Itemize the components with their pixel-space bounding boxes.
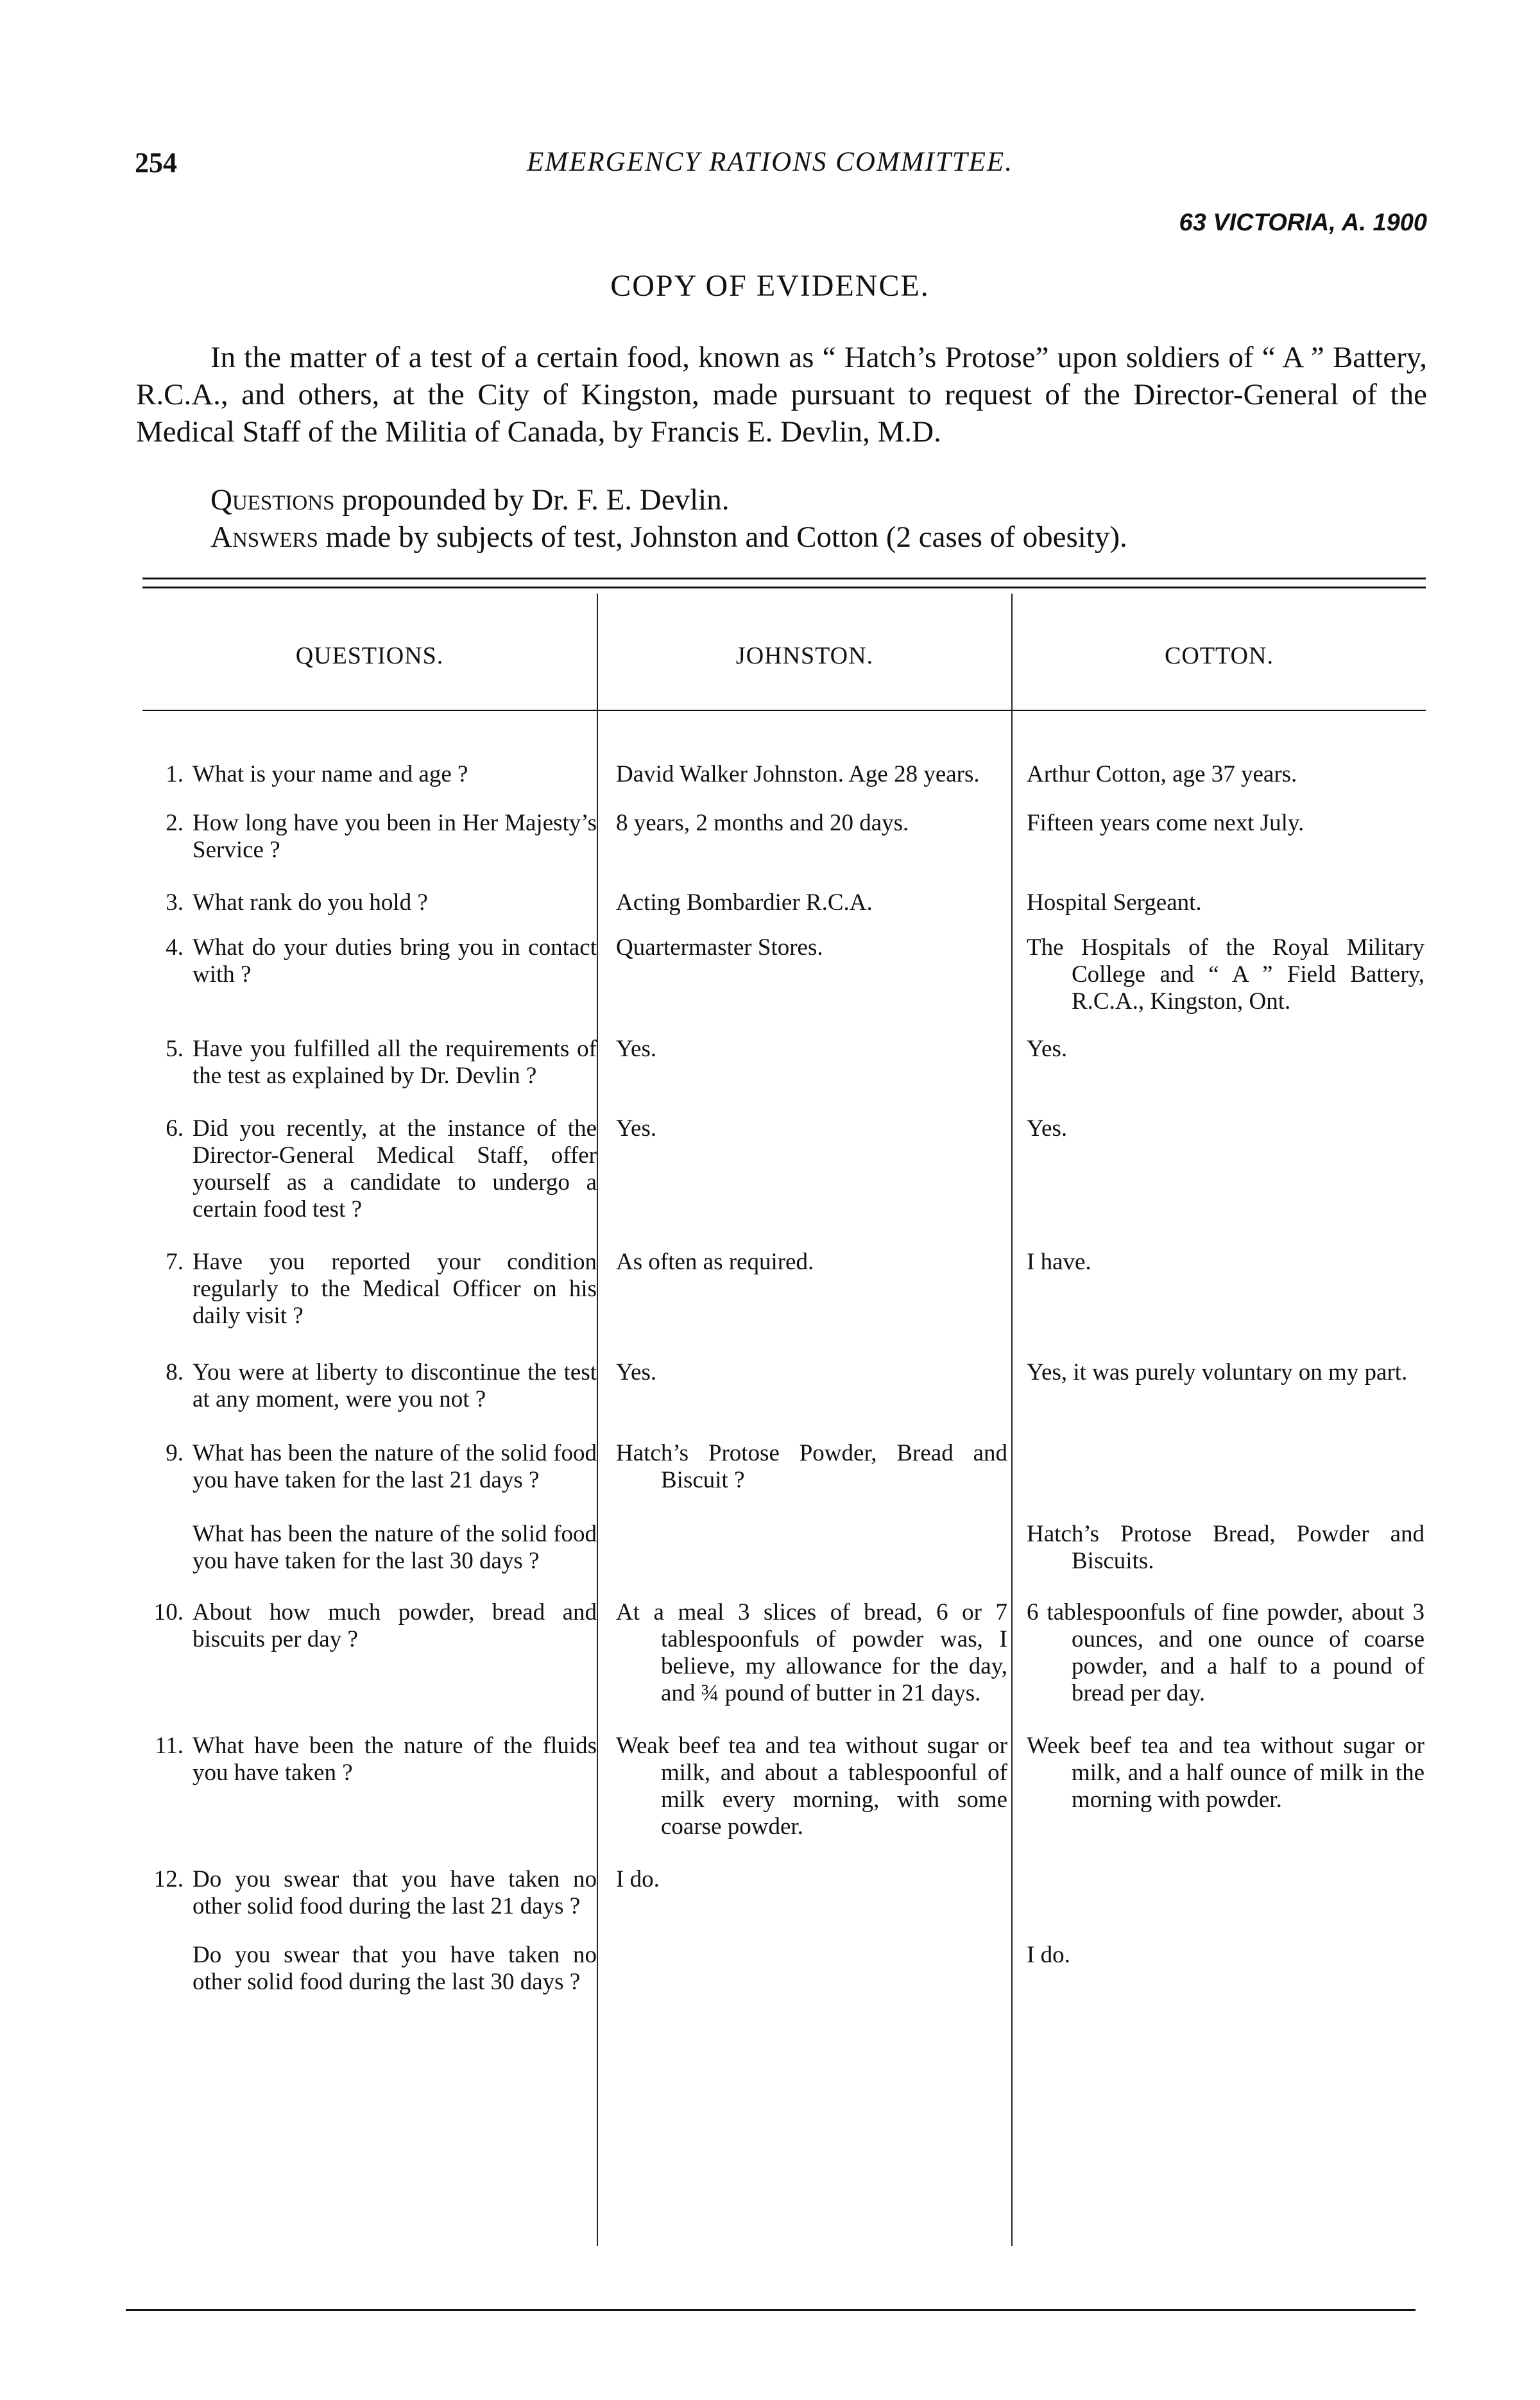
question-number: 8. — [166, 1359, 184, 1385]
question-number: 9. — [166, 1440, 184, 1466]
johnston-answer-cell — [603, 1036, 1014, 1090]
question-number: 4. — [166, 934, 184, 961]
table-row — [135, 1249, 1431, 1330]
cotton-answer-cell — [1014, 1866, 1431, 1920]
cotton-answer: Fifteen years come next July. — [1027, 810, 1305, 836]
cotton-answer: Arthur Cotton, age 37 years. — [1027, 761, 1297, 787]
cotton-answer: Yes. — [1027, 1036, 1068, 1062]
cotton-answer-cell — [1014, 1115, 1431, 1223]
table-row — [135, 761, 1431, 788]
johnston-answer: Acting Bombardier R.C.A. — [616, 889, 873, 916]
cotton-answer: Hospital Sergeant. — [1027, 889, 1202, 916]
cotton-answer: 6 tablespoonfuls of fine powder, about 3 ounces, and one ounce of coarse powder, and a half to a pound of bread per day. — [1027, 1599, 1425, 1706]
johnston-answer-cell — [603, 1440, 1014, 1494]
johnston-answer: Yes. — [616, 1036, 657, 1062]
table-row — [135, 1733, 1431, 1840]
johnston-answer-cell — [603, 889, 1014, 916]
table-row — [135, 1036, 1431, 1090]
question-cell — [135, 1115, 603, 1223]
cotton-answer-cell — [1014, 1440, 1431, 1494]
question-number: 7. — [166, 1249, 184, 1275]
table-row — [135, 1115, 1431, 1223]
cotton-answer-cell — [1014, 934, 1431, 1015]
cotton-answer: Week beef tea and tea without sugar or milk, and a half ounce of milk in the morning with powder. — [1027, 1733, 1425, 1813]
table-row — [135, 934, 1431, 1015]
question-number: 10. — [153, 1599, 184, 1625]
johnston-answer-cell — [603, 934, 1014, 1015]
cotton-answer: I do. — [1027, 1942, 1070, 1968]
johnston-answer-cell — [603, 1866, 1014, 1920]
johnston-answer-cell — [603, 1521, 1014, 1575]
question-cell — [135, 1440, 603, 1494]
intro-paragraph: In the matter of a test of a certain food, known as “ Hatch’s Protose” upon soldiers of “ A ” Battery, R.C.A., and others, at the City of Kingston, made pursuant to request of the Director-General of the Medical Staff of the Militia of Canada, by Francis E. Devlin, M.D. — [136, 341, 1427, 449]
question-text: What has been the nature of the solid food you have taken for the last 30 days ? — [193, 1521, 597, 1574]
johnston-answer: I do. — [616, 1866, 660, 1892]
question-number — [135, 1942, 193, 1996]
question-cell — [135, 889, 603, 916]
cotton-answer: Yes. — [1027, 1115, 1068, 1142]
johnston-answer-cell — [603, 1359, 1014, 1413]
cotton-answer-cell — [1014, 1521, 1431, 1575]
cotton-answer: I have. — [1027, 1249, 1091, 1275]
question-text: How long have you been in Her Majesty’s Service ? — [193, 810, 597, 863]
cotton-answer: Hatch’s Protose Bread, Powder and Biscuits. — [1027, 1521, 1425, 1574]
question-text: What has been the nature of the solid food you have taken for the last 21 days ? — [193, 1440, 597, 1493]
questions-note — [210, 483, 729, 517]
table-row — [135, 1599, 1431, 1707]
header-divider — [142, 710, 1426, 711]
johnston-answer-cell — [603, 761, 1014, 788]
column-header-questions: QUESTIONS. — [295, 642, 444, 669]
johnston-answer: Hatch’s Protose Powder, Bread and Biscuit ? — [616, 1440, 1007, 1493]
column-header-cotton: COTTON. — [1165, 642, 1274, 669]
answers-note — [210, 520, 1127, 554]
question-text: What have been the nature of the fluids you have taken ? — [193, 1733, 597, 1786]
session-label: 63 VICTORIA, A. 1900 — [1179, 209, 1427, 236]
bottom-rule — [126, 2309, 1416, 2311]
question-cell — [135, 1249, 603, 1330]
johnston-answer: At a meal 3 slices of bread, 6 or 7 tablespoonfuls of powder was, I believe, my allowance for the day, and ¾ pound of butter in 21 days. — [616, 1599, 1007, 1706]
cotton-answer-cell — [1014, 1599, 1431, 1707]
cotton-answer-cell — [1014, 1249, 1431, 1330]
evidence-table — [135, 738, 1431, 1996]
question-number: 6. — [166, 1115, 184, 1142]
johnston-answer: 8 years, 2 months and 20 days. — [616, 810, 909, 836]
question-number: 2. — [166, 810, 184, 836]
cotton-answer-cell — [1014, 1733, 1431, 1840]
question-cell — [135, 1036, 603, 1090]
table-row — [135, 1521, 1431, 1575]
question-text: What is your name and age ? — [193, 761, 468, 787]
table-top-rule-second — [142, 587, 1426, 588]
johnston-answer-cell — [603, 810, 1014, 864]
cotton-answer-cell — [1014, 1359, 1431, 1413]
cotton-answer: Yes, it was purely voluntary on my part. — [1027, 1359, 1408, 1385]
question-number: 12. — [153, 1866, 184, 1892]
question-cell — [135, 1733, 603, 1840]
question-text: Do you swear that you have taken no other solid food during the last 30 days ? — [193, 1942, 597, 1995]
question-text: About how much powder, bread and biscuits per day ? — [193, 1599, 597, 1652]
question-text: Do you swear that you have taken no other solid food during the last 21 days ? — [193, 1866, 597, 1919]
cotton-answer-cell — [1014, 761, 1431, 788]
table-top-rule — [142, 578, 1426, 579]
johnston-answer-cell — [603, 1942, 1014, 1996]
table-row — [135, 1866, 1431, 1920]
document-title: COPY OF EVIDENCE. — [610, 269, 930, 303]
table-row — [135, 1942, 1431, 1996]
cotton-answer-cell — [1014, 1036, 1431, 1090]
questions-rest: propounded by Dr. F. E. Devlin. — [334, 483, 730, 517]
question-cell — [135, 1942, 603, 1996]
johnston-answer-cell — [603, 1599, 1014, 1707]
question-cell — [135, 1359, 603, 1413]
question-number: 11. — [155, 1733, 184, 1759]
question-cell — [135, 934, 603, 1015]
running-title: EMERGENCY RATIONS COMMITTEE. — [527, 147, 1013, 177]
question-number: 5. — [166, 1036, 184, 1062]
question-cell — [135, 810, 603, 864]
table-row — [135, 1440, 1431, 1494]
johnston-answer: David Walker Johnston. Age 28 years. — [616, 761, 980, 787]
johnston-answer: As often as required. — [616, 1249, 814, 1275]
table-row — [135, 889, 1431, 916]
question-text: You were at liberty to discontinue the test at any moment, were you not ? — [193, 1359, 597, 1412]
cotton-answer-cell — [1014, 1942, 1431, 1996]
question-text: What do your duties bring you in contact with ? — [193, 934, 597, 988]
johnston-answer: Yes. — [616, 1115, 657, 1142]
cotton-answer-cell — [1014, 810, 1431, 864]
question-cell — [135, 1521, 603, 1575]
question-number: 3. — [166, 889, 184, 916]
johnston-answer: Quartermaster Stores. — [616, 934, 823, 961]
table-row — [135, 810, 1431, 864]
question-text: Have you fulfilled all the requirements of the test as explained by Dr. Devlin ? — [193, 1036, 597, 1089]
johnston-answer-cell — [603, 1115, 1014, 1223]
question-number: 1. — [166, 761, 184, 787]
question-cell — [135, 1866, 603, 1920]
answers-rest: made by subjects of test, Johnston and Cotton (2 cases of obesity). — [318, 520, 1127, 554]
question-text: Have you reported your condition regularly to the Medical Officer on his daily visit ? — [193, 1249, 597, 1329]
column-header-johnston: JOHNSTON. — [735, 642, 874, 669]
cotton-answer: The Hospitals of the Royal Military College and “ A ” Field Battery, R.C.A., Kingston, Ont. — [1027, 934, 1425, 1015]
johnston-answer-cell — [603, 1249, 1014, 1330]
johnston-answer: Yes. — [616, 1359, 657, 1385]
johnston-answer: Weak beef tea and tea without sugar or milk, and about a tablespoonful of milk every morning, with some coarse powder. — [616, 1733, 1007, 1840]
question-text: Did you recently, at the instance of the Director-General Medical Staff, offer yourself as a candidate to undergo a certain food test ? — [193, 1115, 597, 1222]
johnston-answer-cell — [603, 1733, 1014, 1840]
question-cell — [135, 1599, 603, 1707]
question-number — [135, 1521, 193, 1575]
cotton-answer-cell — [1014, 889, 1431, 916]
page-number: 254 — [135, 147, 177, 178]
table-row — [135, 1359, 1431, 1413]
questions-word: Questions — [210, 483, 335, 517]
question-cell — [135, 761, 603, 788]
question-text: What rank do you hold ? — [193, 889, 428, 916]
answers-word: Answers — [210, 520, 318, 554]
